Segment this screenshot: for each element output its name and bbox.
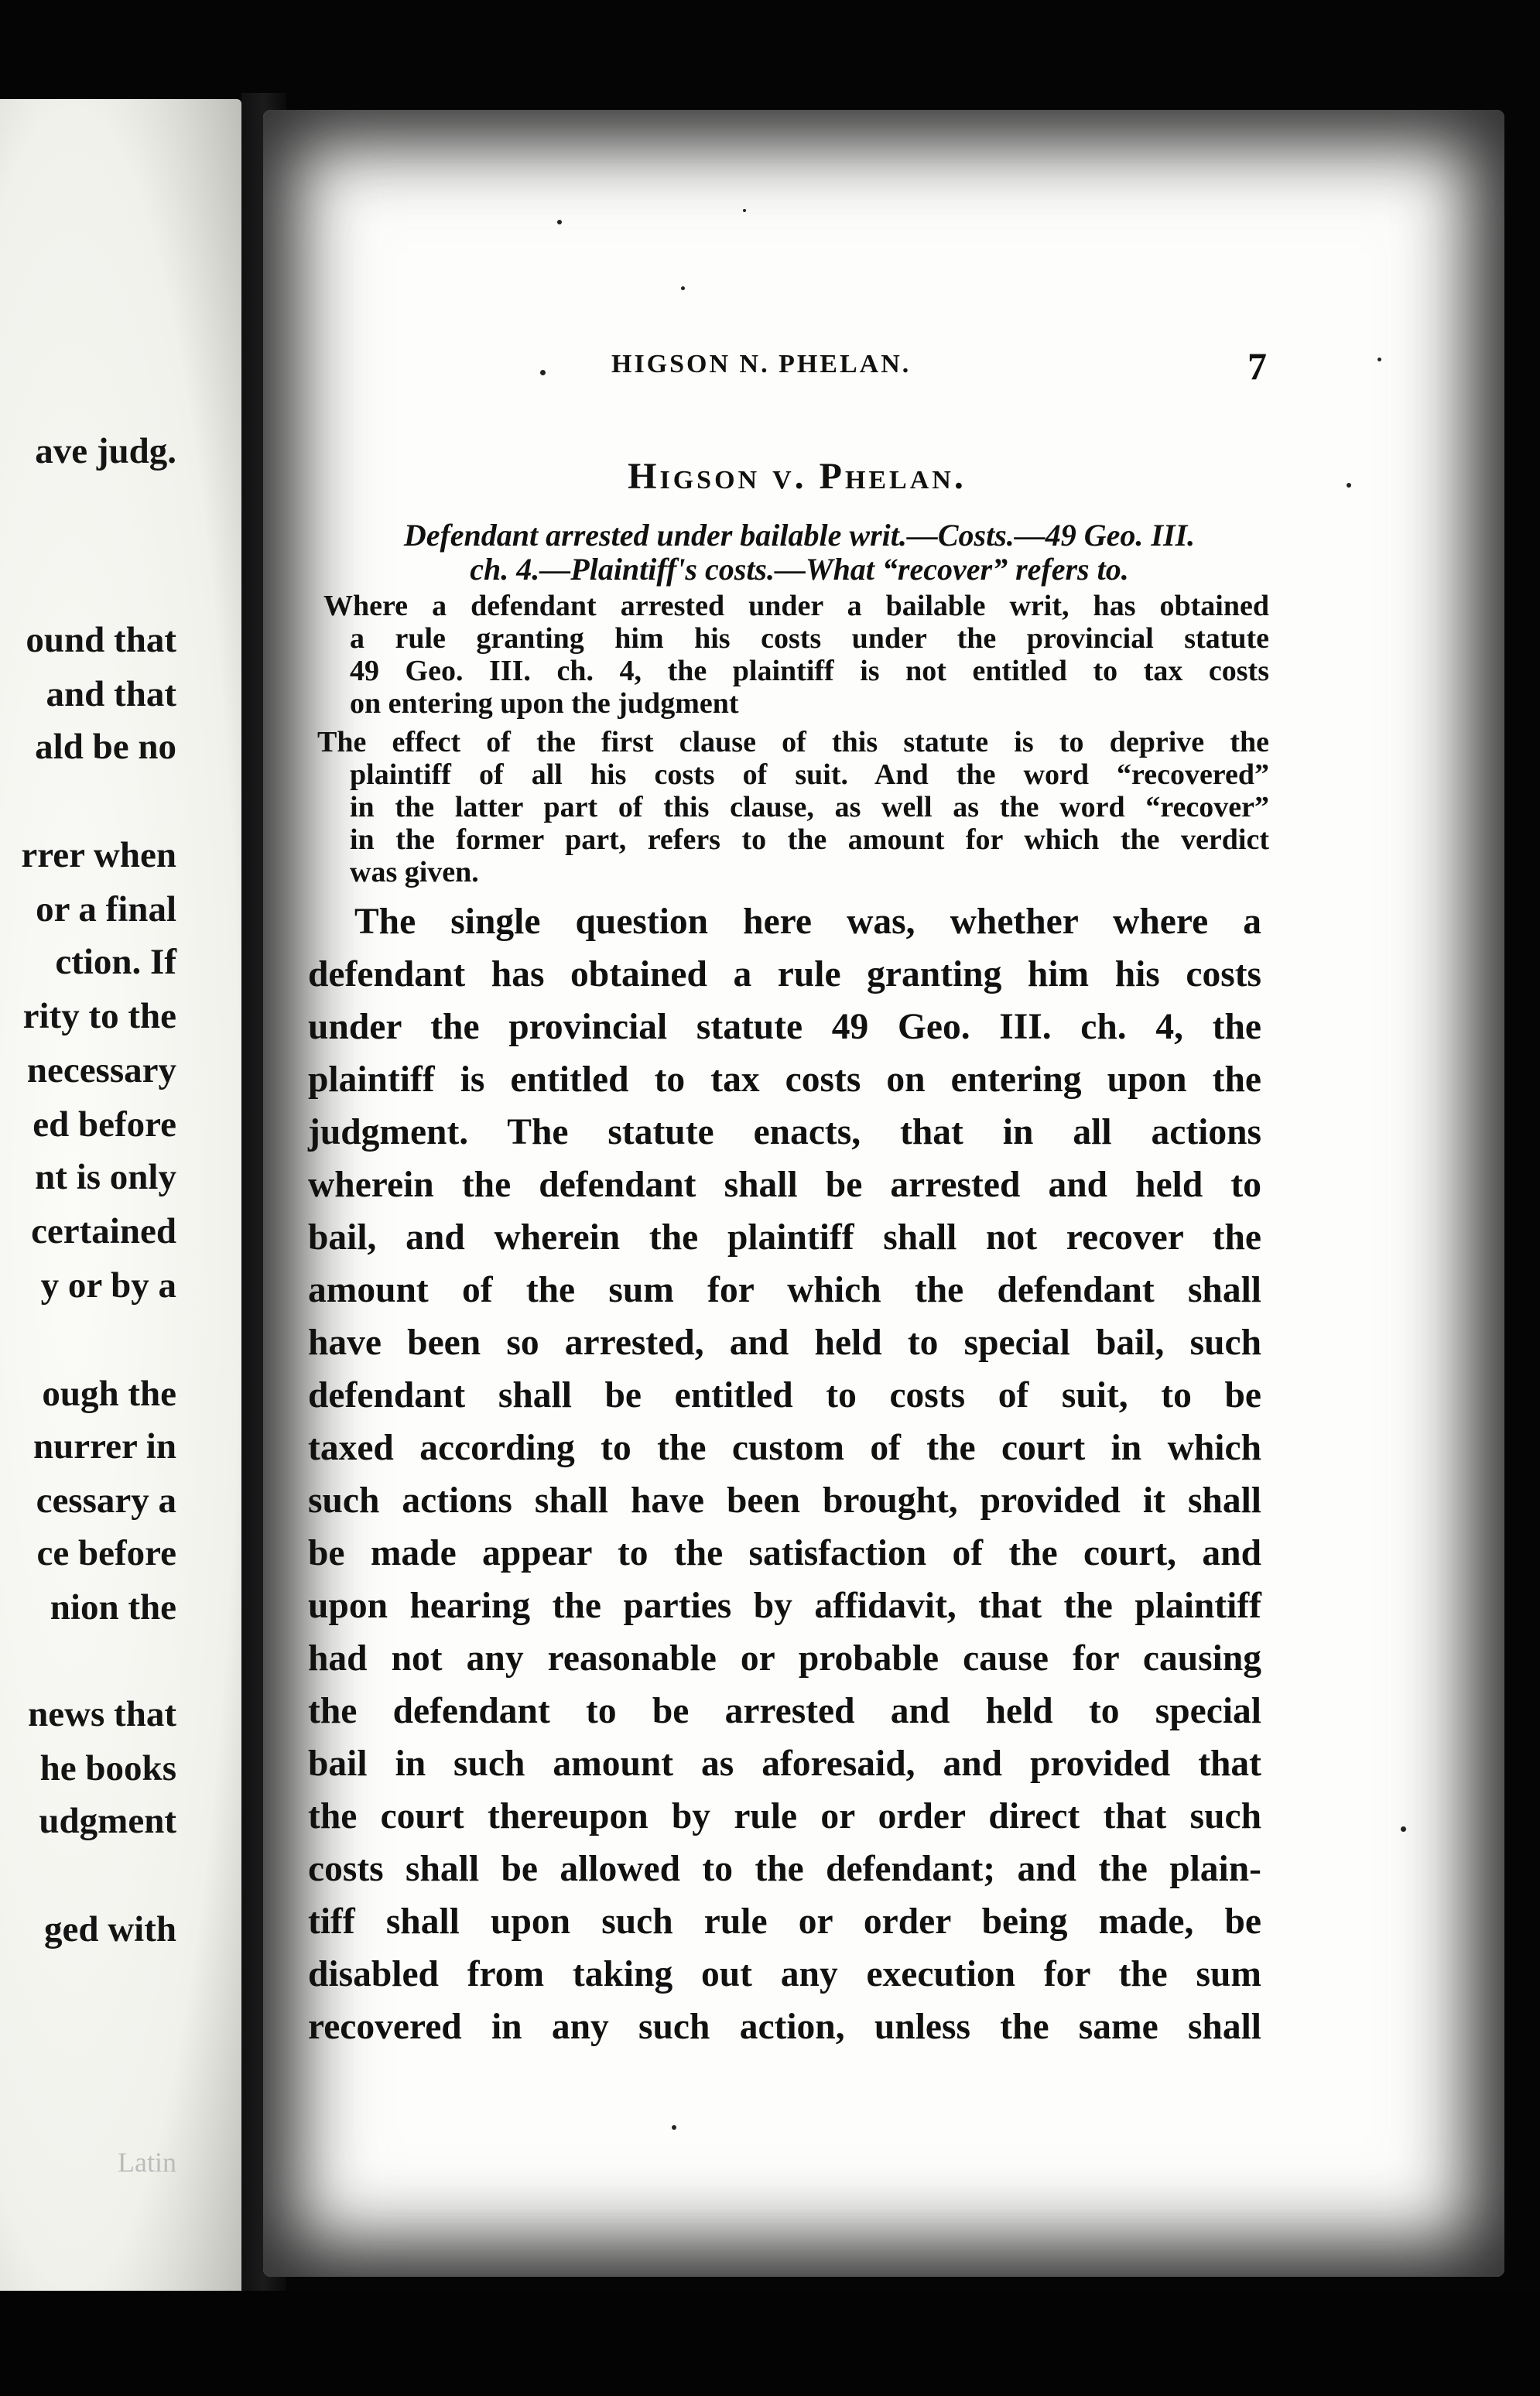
- body-line: plaintiff is entitled to tax costs on entering upon the: [308, 1059, 1261, 1100]
- body-line: be made appear to the satisfaction of the court, and: [308, 1533, 1261, 1573]
- left-text-fragment: ound that: [26, 620, 176, 660]
- syllabus-line: in the former part, refers to the amount for which the verdict: [350, 823, 1269, 856]
- syllabus-line: plaintiff of all his costs of suit. And the word “recovered”: [350, 758, 1269, 791]
- case-title: Higson v. Phelan.: [628, 456, 967, 497]
- left-text-fragment: ged with: [43, 1909, 176, 1949]
- body-line: under the provincial statute 49 Geo. III. ch. 4, the: [308, 1007, 1261, 1047]
- body-line: such actions shall have been brought, provided it shall: [308, 1480, 1261, 1521]
- body-line: defendant has obtained a rule granting him his costs: [308, 954, 1261, 994]
- syllabus-line: on entering upon the judgment: [350, 687, 739, 720]
- left-text-fragment: ald be no: [35, 727, 176, 767]
- body-line: upon hearing the parties by affidavit, that the plaintiff: [308, 1586, 1261, 1626]
- body-line: judgment. The statute enacts, that in all actions: [308, 1112, 1261, 1152]
- body-line: the court thereupon by rule or order direct that such: [308, 1796, 1261, 1836]
- left-text-fragment: rrer when: [21, 835, 176, 875]
- body-line: bail in such amount as aforesaid, and provided that: [308, 1744, 1261, 1784]
- left-text-fragment: nt is only: [35, 1157, 176, 1197]
- left-text-fragment: certained: [31, 1211, 176, 1251]
- left-text-fragment: ave judg.: [35, 431, 176, 471]
- headnote-line: Defendant arrested under bailable writ.—Costs.—49 Geo. III.: [403, 518, 1196, 553]
- body-line: The single question here was, whether where a: [354, 902, 1261, 942]
- left-text-fragment: y or by a: [40, 1265, 176, 1306]
- syllabus-line: 49 Geo. III. ch. 4, the plaintiff is not entitled to tax costs: [350, 655, 1269, 687]
- body-line: disabled from taking out any execution for the sum: [308, 1954, 1261, 1994]
- body-line: costs shall be allowed to the defendant; and the plain-: [308, 1849, 1261, 1889]
- scan-border: [0, 2291, 1540, 2396]
- body-line: recovered in any such action, unless the same shall: [308, 2007, 1261, 2047]
- syllabus-line: was given.: [350, 856, 479, 888]
- left-text-fragment: nion the: [50, 1587, 176, 1628]
- syllabus-line: The effect of the first clause of this statute is to deprive the: [317, 726, 1269, 758]
- body-line: tiff shall upon such rule or order being made, be: [308, 1901, 1261, 1942]
- left-text-fragment: nurrer in: [33, 1426, 176, 1467]
- body-line: had not any reasonable or probable cause for causing: [308, 1638, 1261, 1679]
- body-line: the defendant to be arrested and held to special: [308, 1691, 1261, 1731]
- page-number: 7: [1247, 344, 1267, 388]
- body-line: bail, and wherein the plaintiff shall not recover the: [308, 1217, 1261, 1258]
- left-text-fragment: udgment: [39, 1801, 176, 1841]
- running-head: HIGSON N. PHELAN.: [611, 350, 912, 378]
- left-text-fragment: cessary a: [36, 1480, 176, 1521]
- left-text-fragment: ction. If: [55, 942, 176, 982]
- syllabus-line: Where a defendant arrested under a bailable writ, has obtained: [323, 590, 1269, 622]
- left-text-fragment: necessary: [26, 1050, 176, 1090]
- left-text-fragment: or a final: [36, 889, 176, 929]
- headnote-line: ch. 4.—Plaintiff's costs.—What “recover” refers to.: [470, 552, 1129, 587]
- left-text-fragment: he books: [39, 1748, 176, 1788]
- left-page-fragment: [0, 99, 241, 2297]
- left-text-fragment: ce before: [36, 1533, 176, 1573]
- syllabus-line: a rule granting him his costs under the provincial statute: [350, 622, 1269, 655]
- left-text-fragment: Latin: [118, 2147, 176, 2178]
- left-text-fragment: news that: [28, 1694, 176, 1734]
- body-line: wherein the defendant shall be arrested and held to: [308, 1165, 1261, 1205]
- left-text-fragment: ough the: [42, 1374, 176, 1414]
- body-line: defendant shall be entitled to costs of suit, to be: [308, 1375, 1261, 1415]
- body-line: amount of the sum for which the defendant shall: [308, 1270, 1261, 1310]
- left-text-fragment: and that: [46, 674, 176, 714]
- left-text-fragment: ed before: [33, 1104, 176, 1145]
- syllabus-line: in the latter part of this clause, as well as the word “recover”: [350, 791, 1269, 823]
- body-line: taxed according to the custom of the court in which: [308, 1428, 1261, 1468]
- left-text-fragment: rity to the: [22, 996, 176, 1036]
- body-line: have been so arrested, and held to special bail, such: [308, 1323, 1261, 1363]
